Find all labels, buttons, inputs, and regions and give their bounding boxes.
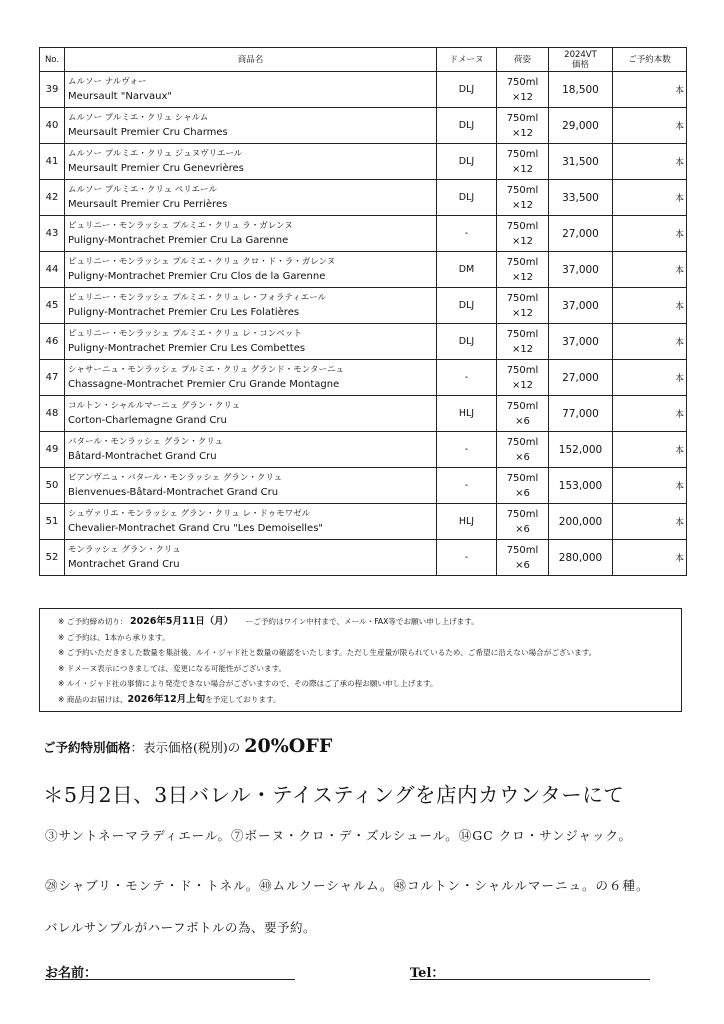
tel-input-field[interactable] xyxy=(410,962,650,980)
bottle-size: 750ml xyxy=(506,256,539,268)
bottle-size: 750ml xyxy=(506,544,539,556)
product-name-cell xyxy=(65,504,437,540)
product-name-jp: ムルソー プルミエ・クリュ ペリエール xyxy=(68,184,217,195)
product-name-en: Puligny-Montrachet Premier Cru Les Combettes xyxy=(68,342,306,354)
case-quantity: ×12 xyxy=(511,127,534,139)
row-number: 39 xyxy=(40,72,65,108)
table-row xyxy=(40,360,687,396)
deadline-date: 2026年5月11日（月） xyxy=(129,616,234,627)
case-quantity: ×6 xyxy=(515,451,530,463)
note-delivery xyxy=(58,692,681,708)
order-quantity-field[interactable]: 本 xyxy=(613,432,687,468)
product-name-jp: シャサーニュ・モンラッシェ プルミエ・クリュ グランド・モンターニュ xyxy=(68,364,344,375)
price-cell: 280,000 xyxy=(549,540,613,576)
tasting-wines-line-2: ㉘シャブリ・モンテ・ド・トネル。㊵ムルソーシャルム。㊽コルトン・シャルルマーニュ。の６種。 xyxy=(45,878,650,893)
header-price-vintage: 2024VT xyxy=(564,49,597,60)
packaging-cell xyxy=(497,288,549,324)
product-name-cell xyxy=(65,540,437,576)
table-row xyxy=(40,540,687,576)
bottle-size: 750ml xyxy=(506,220,539,232)
case-quantity: ×12 xyxy=(511,235,534,247)
barrel-tasting-announcement: ＊5月2日、3日バレル・テイスティングを店内カウンターにて xyxy=(43,783,625,807)
order-quantity-field[interactable]: 本 xyxy=(613,504,687,540)
order-quantity-field[interactable]: 本 xyxy=(613,324,687,360)
header-price-label: 価格 xyxy=(571,59,589,70)
bottle-size: 750ml xyxy=(506,184,539,196)
product-name-jp: ピュリニー・モンラッシェ プルミエ・クリュ ラ・ガレンヌ xyxy=(68,220,293,231)
order-quantity-field[interactable]: 本 xyxy=(613,288,687,324)
product-name-cell xyxy=(65,144,437,180)
domaine-cell: DLJ xyxy=(437,180,497,216)
bottle-size: 750ml xyxy=(506,328,539,340)
table-row xyxy=(40,108,687,144)
product-name-en: Meursault "Narvaux" xyxy=(68,90,173,102)
domaine-cell: HLJ xyxy=(437,504,497,540)
table-row xyxy=(40,468,687,504)
product-name-en: Chevalier-Montrachet Grand Cru "Les Demoiselles" xyxy=(68,522,324,534)
packaging-cell xyxy=(497,468,549,504)
packaging-cell xyxy=(497,396,549,432)
table-header-row xyxy=(40,48,687,72)
product-name-cell xyxy=(65,288,437,324)
product-name-jp: ムルソー ナルヴォー xyxy=(68,76,147,87)
domaine-cell: - xyxy=(437,540,497,576)
packaging-cell xyxy=(497,432,549,468)
price-cell: 27,000 xyxy=(549,360,613,396)
reservation-required-note: バレルサンプルがハーフボトルの為、要予約。 xyxy=(45,920,316,935)
tel-label: Tel： xyxy=(410,966,445,981)
special-price-colon: ： xyxy=(130,740,144,755)
deadline-suffix: ーご予約はワイン中村まで、メール・FAX等でお願い申し上げます。 xyxy=(245,617,479,626)
packaging-cell xyxy=(497,540,549,576)
domaine-cell: DM xyxy=(437,252,497,288)
header-no: No. xyxy=(40,48,65,72)
price-cell: 18,500 xyxy=(549,72,613,108)
bottle-size: 750ml xyxy=(506,508,539,520)
table-row xyxy=(40,144,687,180)
packaging-cell xyxy=(497,252,549,288)
case-quantity: ×12 xyxy=(511,163,534,175)
product-name-jp: ピュリニー・モンラッシェ プルミエ・クリュ レ・コンベット xyxy=(68,328,302,339)
product-name-en: Montrachet Grand Cru xyxy=(68,558,180,570)
note-release: ※ ルイ・ジャド社の事情により発売できない場合がございますので、その際はご了承の程お願い申し上げます。 xyxy=(58,679,438,689)
case-quantity: ×6 xyxy=(515,523,530,535)
product-name-cell xyxy=(65,432,437,468)
row-number: 43 xyxy=(40,216,65,252)
deadline-prefix: ※ ご予約締め切り： xyxy=(58,617,128,626)
domaine-cell: - xyxy=(437,468,497,504)
product-name-jp: ビアンヴニュ・バタール・モンラッシェ グラン・クリュ xyxy=(68,472,283,483)
product-name-cell xyxy=(65,396,437,432)
table-row xyxy=(40,180,687,216)
row-number: 45 xyxy=(40,288,65,324)
case-quantity: ×12 xyxy=(511,343,534,355)
row-number: 51 xyxy=(40,504,65,540)
price-cell: 153,000 xyxy=(549,468,613,504)
case-quantity: ×6 xyxy=(515,487,530,499)
packaging-cell xyxy=(497,216,549,252)
price-cell: 29,000 xyxy=(549,108,613,144)
product-name-cell xyxy=(65,252,437,288)
table-row xyxy=(40,396,687,432)
table-row xyxy=(40,252,687,288)
product-name-jp: ムルソー プルミエ・クリュ シャルム xyxy=(68,112,209,123)
order-quantity-field[interactable]: 本 xyxy=(613,396,687,432)
case-quantity: ×12 xyxy=(511,271,534,283)
domaine-cell: DLJ xyxy=(437,144,497,180)
note-min-order: ※ ご予約は、1本から承ります。 xyxy=(58,632,170,642)
price-cell: 37,000 xyxy=(549,324,613,360)
case-quantity: ×12 xyxy=(511,307,534,319)
product-name-cell xyxy=(65,324,437,360)
table-row xyxy=(40,432,687,468)
product-name-cell xyxy=(65,108,437,144)
name-label: お名前： xyxy=(45,966,98,981)
product-name-cell xyxy=(65,468,437,504)
packaging-cell xyxy=(497,144,549,180)
domaine-cell: HLJ xyxy=(437,396,497,432)
discount-badge: 20%OFF xyxy=(244,735,333,757)
domaine-cell: - xyxy=(437,360,497,396)
product-name-jp: ムルソー プルミエ・クリュ ジュヌヴリエール xyxy=(68,148,243,159)
product-name-en: Corton-Charlemagne Grand Cru xyxy=(68,414,227,426)
product-name-jp: モンラッシェ グラン・クリュ xyxy=(68,544,181,555)
product-name-en: Puligny-Montrachet Premier Cru Les Folatières xyxy=(68,306,300,318)
delivery-prefix: ※ 商品のお届けは、 xyxy=(58,694,128,704)
table-row xyxy=(40,504,687,540)
domaine-cell: - xyxy=(437,432,497,468)
product-name-cell xyxy=(65,216,437,252)
product-name-en: Puligny-Montrachet Premier Cru La Garenne xyxy=(68,234,289,246)
packaging-cell xyxy=(497,324,549,360)
note-domaine-change: ※ ドメーヌ表示につきましては、変更になる可能性がございます。 xyxy=(58,663,287,673)
price-cell: 152,000 xyxy=(549,432,613,468)
price-cell: 37,000 xyxy=(549,288,613,324)
row-number: 49 xyxy=(40,432,65,468)
wine-order-table xyxy=(39,47,687,576)
product-name-en: Bienvenues-Bâtard-Montrachet Grand Cru xyxy=(68,486,279,498)
table-row xyxy=(40,216,687,252)
special-price-line xyxy=(43,735,332,757)
order-quantity-field[interactable]: 本 xyxy=(613,540,687,576)
row-number: 46 xyxy=(40,324,65,360)
packaging-cell xyxy=(497,108,549,144)
header-price xyxy=(549,48,613,72)
packaging-cell xyxy=(497,180,549,216)
order-notes-box xyxy=(39,608,682,712)
packaging-cell xyxy=(497,360,549,396)
domaine-cell: DLJ xyxy=(437,72,497,108)
row-number: 50 xyxy=(40,468,65,504)
domaine-cell: DLJ xyxy=(437,108,497,144)
tasting-wines-line-1: ③サントネーマラディエール。⑦ボーヌ・クロ・デ・ズルシュール。⑭GC クロ・サンジャック。 xyxy=(45,828,633,843)
packaging-cell xyxy=(497,72,549,108)
header-order-quantity: ご予約本数 xyxy=(613,48,687,72)
product-name-jp: バタール・モンラッシェ グラン・クリュ xyxy=(68,436,223,447)
order-quantity-field[interactable]: 本 xyxy=(613,252,687,288)
product-name-en: Bâtard-Montrachet Grand Cru xyxy=(68,450,217,462)
product-name-cell xyxy=(65,72,437,108)
domaine-cell: - xyxy=(437,216,497,252)
table-row xyxy=(40,288,687,324)
row-number: 52 xyxy=(40,540,65,576)
case-quantity: ×12 xyxy=(511,91,534,103)
packaging-cell xyxy=(497,504,549,540)
product-name-en: Puligny-Montrachet Premier Cru Clos de la Garenne xyxy=(68,270,326,282)
domaine-cell: DLJ xyxy=(437,288,497,324)
case-quantity: ×12 xyxy=(511,379,534,391)
row-number: 44 xyxy=(40,252,65,288)
row-number: 48 xyxy=(40,396,65,432)
order-quantity-field[interactable]: 本 xyxy=(613,180,687,216)
product-name-en: Meursault Premier Cru Perrières xyxy=(68,198,228,210)
bottle-size: 750ml xyxy=(506,472,539,484)
table-row xyxy=(40,324,687,360)
note-quantity-confirm: ※ ご予約いただきました数量を集計後、ルイ・ジャド社と数量の確認をいたします。ただし生産量が限られているため、ご希望に沿えない場合がございます。 xyxy=(58,648,597,658)
bottle-size: 750ml xyxy=(506,292,539,304)
note-deadline xyxy=(58,614,681,630)
product-name-cell xyxy=(65,360,437,396)
header-product-name: 商品名 xyxy=(65,48,437,72)
product-name-jp: コルトン・シャルルマーニュ グラン・クリュ xyxy=(68,400,241,411)
price-cell: 77,000 xyxy=(549,396,613,432)
row-number: 41 xyxy=(40,144,65,180)
product-name-en: Chassagne-Montrachet Premier Cru Grande Montagne xyxy=(68,378,340,390)
product-name-en: Meursault Premier Cru Charmes xyxy=(68,126,228,138)
order-quantity-field[interactable]: 本 xyxy=(613,468,687,504)
table-body xyxy=(40,72,687,576)
product-name-jp: ピュリニー・モンラッシェ プルミエ・クリュ レ・フォラティエール xyxy=(68,292,327,303)
header-domaine: ドメーヌ xyxy=(437,48,497,72)
price-cell: 37,000 xyxy=(549,252,613,288)
price-cell: 200,000 xyxy=(549,504,613,540)
case-quantity: ×6 xyxy=(515,415,530,427)
special-price-condition: 表示価格(税別)の xyxy=(143,740,241,755)
bottle-size: 750ml xyxy=(506,364,539,376)
order-quantity-field[interactable]: 本 xyxy=(613,216,687,252)
case-quantity: ×6 xyxy=(515,559,530,571)
price-cell: 27,000 xyxy=(549,216,613,252)
bottle-size: 750ml xyxy=(506,400,539,412)
header-packaging: 荷姿 xyxy=(497,48,549,72)
order-quantity-field[interactable]: 本 xyxy=(613,144,687,180)
domaine-cell: DLJ xyxy=(437,324,497,360)
row-number: 42 xyxy=(40,180,65,216)
order-quantity-field[interactable]: 本 xyxy=(613,360,687,396)
bottle-size: 750ml xyxy=(506,148,539,160)
price-cell: 33,500 xyxy=(549,180,613,216)
delivery-suffix: を予定しております。 xyxy=(205,694,281,704)
product-name-jp: ピュリニー・モンラッシェ プルミエ・クリュ クロ・ド・ラ・ガレンヌ xyxy=(68,256,336,267)
row-number: 47 xyxy=(40,360,65,396)
row-number: 40 xyxy=(40,108,65,144)
bottle-size: 750ml xyxy=(506,436,539,448)
case-quantity: ×12 xyxy=(511,199,534,211)
product-name-en: Meursault Premier Cru Genevrières xyxy=(68,162,244,174)
order-quantity-field[interactable]: 本 xyxy=(613,72,687,108)
product-name-cell xyxy=(65,180,437,216)
price-cell: 31,500 xyxy=(549,144,613,180)
bottle-size: 750ml xyxy=(506,112,539,124)
delivery-date: 2026年12月上旬 xyxy=(127,693,206,705)
order-quantity-field[interactable]: 本 xyxy=(613,108,687,144)
special-price-label: ご予約特別価格 xyxy=(43,740,131,755)
product-name-jp: シュヴァリエ・モンラッシェ グラン・クリュ レ・ドゥモワゼル xyxy=(68,508,311,519)
bottle-size: 750ml xyxy=(506,76,539,88)
table-row xyxy=(40,72,687,108)
name-input-field[interactable] xyxy=(45,962,295,980)
